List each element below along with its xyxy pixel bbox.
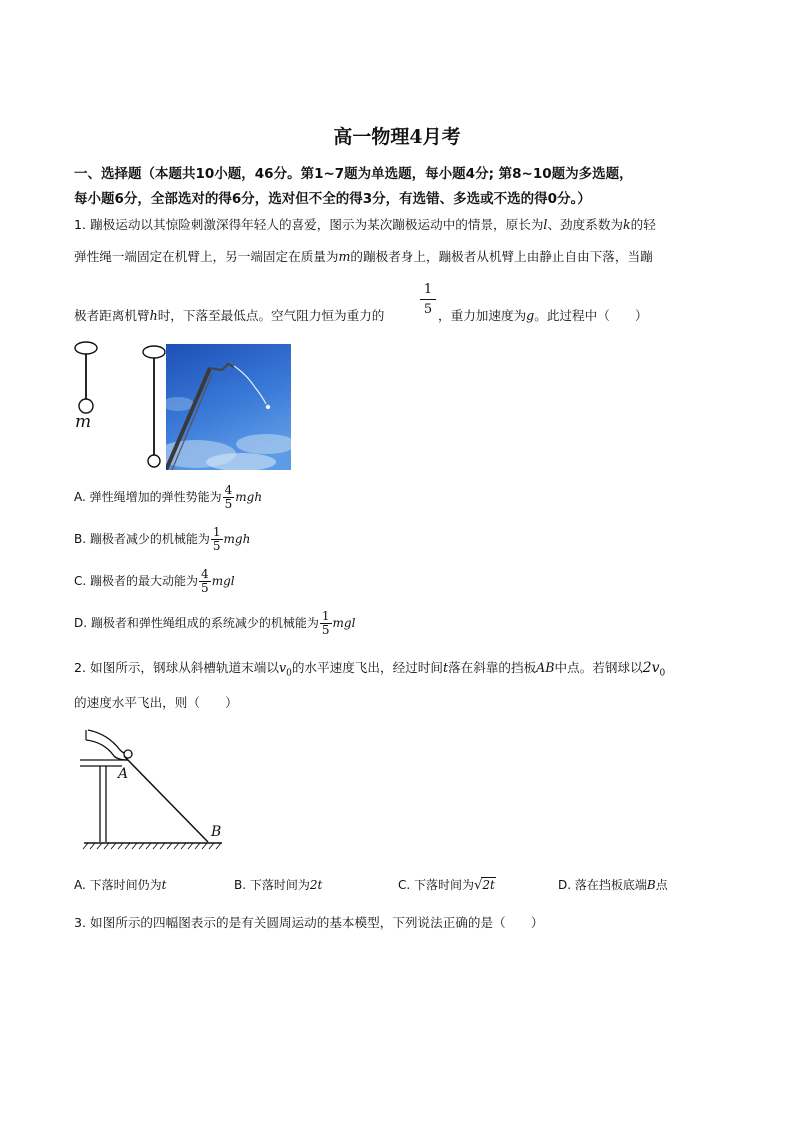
q1-option-d[interactable] — [74, 610, 355, 637]
q1-frac-den: 5 — [423, 302, 433, 317]
q1-text-3c: ，重力加速度为 — [438, 308, 527, 323]
option-d-label: D. — [558, 878, 572, 892]
bungee-photo — [166, 344, 291, 470]
var-v0-sub: 0 — [286, 668, 292, 679]
var-k: k — [623, 217, 631, 232]
q3-number: 3. — [74, 915, 87, 930]
q2-text-1b: 的水平速度飞出，经过时间 — [291, 660, 443, 675]
anchor-ring-short — [75, 342, 97, 354]
option-b-label: B. — [74, 532, 87, 546]
option-d-expr: B — [646, 878, 656, 892]
option-c-expr: 2t — [482, 878, 495, 892]
q1-text-3a: 极者距离机臂 — [74, 308, 150, 323]
option-d-frac — [320, 610, 332, 637]
q1-option-b[interactable] — [74, 526, 250, 553]
var-h: h — [149, 308, 158, 323]
option-c-frac — [199, 568, 211, 595]
q3-line1 — [74, 912, 543, 931]
bungee-diagram — [70, 338, 180, 468]
q2-line1 — [74, 657, 665, 679]
option-a-expr: t — [161, 878, 167, 892]
option-c-label: C. — [74, 574, 87, 588]
page-title: 高一物理4月考 — [333, 126, 461, 148]
option-b-expr: mgh — [223, 532, 251, 546]
point-a-label: A — [118, 766, 129, 782]
option-a-label: A. — [74, 490, 86, 504]
option-b-label: B. — [234, 878, 247, 892]
q2-option-b[interactable] — [234, 876, 322, 893]
q2-text-1c: 落在斜靠的挡板 — [448, 660, 537, 675]
var-v0: v — [278, 660, 287, 675]
incline-diagram — [80, 728, 230, 850]
option-a-frac — [223, 484, 235, 511]
q1-text-3d: 。此过程中（ ） — [534, 308, 648, 323]
q2-text-1a: 如图所示，钢球从斜槽轨道末端以 — [90, 660, 279, 675]
frac-num: 1 — [212, 525, 221, 539]
q2-text-1d: 中点。若钢球以 — [554, 660, 643, 675]
option-b-expr: 2t — [309, 878, 323, 892]
q2-line2: 的速度水平飞出，则（ ） — [74, 695, 238, 710]
q2-option-d[interactable] — [558, 876, 668, 893]
q1-option-c[interactable] — [74, 568, 235, 595]
option-a-text: 下落时间仍为 — [89, 878, 162, 892]
q1-line3 — [74, 305, 384, 324]
q1-text-1b: 、劲度系数为 — [547, 217, 624, 232]
q2-number: 2. — [74, 660, 87, 675]
q1-text-3b: 时，下落至最低点。空气阻力恒为重力的 — [157, 308, 385, 323]
option-c-expr: mgl — [211, 574, 235, 588]
anchor-ring-long — [143, 346, 165, 358]
option-b-text: 下落时间为 — [249, 878, 310, 892]
ground-hatch — [83, 843, 221, 849]
option-c-text: 下落时间为 — [414, 878, 475, 892]
q1-text-2b: 的蹦极者身上，蹦极者从机臂上由静止自由下落，当蹦 — [350, 249, 653, 264]
option-b-frac — [211, 526, 223, 553]
var-2v0: 2v — [642, 660, 660, 676]
q1-text-2a: 弹性绳一端固定在机臂上，另一端固定在质量为 — [74, 249, 339, 264]
chute-inner — [86, 740, 128, 760]
frac-num: 1 — [321, 609, 330, 623]
q3-text: 如图所示的四幅图表示的是有关圆周运动的基本模型，下列说法正确的是（ ） — [90, 915, 544, 930]
var-ab: AB — [536, 660, 555, 675]
section-header-line1: 一、选择题（本题共10小题，46分。第1~7题为单选题，每小题4分; 第8~10题为多选题， — [74, 166, 633, 182]
frac-num: 4 — [224, 483, 233, 497]
q1-text-1c: 的轻 — [630, 217, 656, 232]
jumper — [266, 405, 270, 409]
frac-num: 4 — [201, 567, 209, 581]
q1-frac-bar — [420, 299, 436, 300]
option-d-expr: mgl — [332, 616, 356, 630]
board-ab — [124, 756, 208, 842]
q1-option-a[interactable] — [74, 484, 262, 511]
q1-line2 — [74, 246, 653, 265]
frac-den: 5 — [212, 539, 221, 553]
q1-line1 — [74, 214, 656, 233]
q1-frac-num: 1 — [423, 282, 433, 297]
q1-number: 1. — [74, 217, 87, 232]
option-d-tail: 点 — [655, 878, 668, 892]
mass-long — [148, 455, 160, 467]
option-d-label: D. — [74, 616, 88, 630]
option-a-label: A. — [74, 878, 86, 892]
option-a-expr: mgh — [235, 490, 263, 504]
frac-den: 5 — [201, 581, 209, 595]
q1-line3-tail — [438, 305, 648, 324]
var-2v0-sub: 0 — [659, 668, 666, 679]
point-b-label: B — [211, 824, 222, 840]
var-m: m — [338, 249, 351, 264]
option-a-text: 弹性绳增加的弹性势能为 — [89, 490, 222, 504]
mass-label-m: m — [75, 412, 92, 432]
var-l: l — [543, 217, 548, 232]
q1-text-1a: 蹦极运动以其惊险刺激深得年轻人的喜爱，图示为某次蹦极运动中的情景，原长为 — [90, 217, 544, 232]
option-c-label: C. — [398, 878, 411, 892]
sqrt-icon: √ — [474, 878, 483, 893]
q2-option-a[interactable] — [74, 876, 166, 893]
frac-den: 5 — [224, 497, 233, 511]
frac-den: 5 — [321, 623, 330, 637]
section-header-line2: 每小题6分，全部选对的得6分，选对但不全的得3分，有选错、多选或不选的得0分。） — [74, 191, 591, 207]
q2-option-c[interactable] — [398, 876, 496, 893]
var-t: t — [442, 660, 448, 675]
option-b-text: 蹦极者减少的机械能为 — [89, 532, 210, 546]
var-g: g — [526, 308, 535, 323]
option-d-text: 蹦极者和弹性绳组成的系统减少的机械能为 — [90, 616, 319, 630]
option-d-text: 落在挡板底端 — [574, 878, 647, 892]
mass-short — [79, 399, 93, 413]
option-c-text: 蹦极者的最大动能为 — [90, 574, 199, 588]
